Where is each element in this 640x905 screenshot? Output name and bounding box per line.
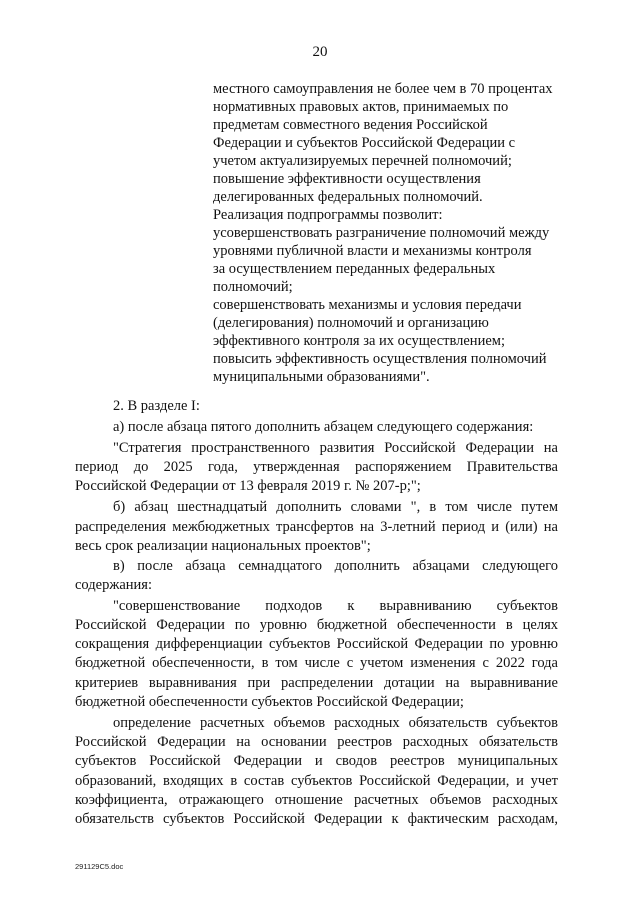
text-line: муниципальными образованиями". [213, 369, 430, 385]
text-line: совершенствовать механизмы и условия передачи [213, 297, 522, 313]
quoted-passage [213, 80, 573, 386]
page-number: 20 [312, 44, 328, 60]
paragraph-line: субъектов Российской Федерации и сводов реестров муниципальных [75, 753, 558, 769]
text-line: усовершенствовать разграничение полномочий между [213, 225, 550, 241]
text-line: Реализация подпрограммы позволит: [213, 207, 443, 223]
paragraph-line: обязательств субъектов Российской Федерации к фактическим расходам, [75, 811, 558, 827]
text-line: Федерации и субъектов Российской Федерации с [213, 135, 516, 151]
paragraph-line: содержания: [75, 577, 153, 593]
paragraph-line: "Стратегия пространственного развития Российской Федерации на [113, 440, 558, 456]
paragraph-line: Российской Федерации по уровню бюджетной обеспеченности в целях [75, 617, 558, 633]
text-line: повышение эффективности осуществления [213, 171, 481, 187]
paragraph-line: образований, входящих в состав субъектов Российской Федерации, и учет [75, 773, 558, 789]
text-line: нормативных правовых актов, принимаемых по [213, 99, 509, 115]
text-line: местного самоуправления не более чем в 70 процентах [213, 81, 553, 97]
text-line: за осуществлением переданных федеральных [213, 261, 496, 277]
text-line: (делегирования) полномочий и организацию [213, 315, 489, 331]
paragraph-line: в) после абзаца семнадцатого дополнить абзацами следующего [113, 558, 558, 574]
file-name-footer: 291129C5.doc [75, 862, 124, 871]
text-line: эффективного контроля за их осуществлением; [213, 333, 505, 349]
paragraph-line: критериев выравнивания при распределении дотации на выравнивание [75, 675, 558, 691]
paragraph-line: весь срок реализации национальных проектов"; [75, 538, 371, 554]
section-heading: 2. В разделе I: [113, 398, 200, 414]
paragraph-line: распределения межбюджетных трансфертов на 3-летний период и (или) на [75, 519, 558, 535]
text-line: учетом актуализируемых перечней полномочий; [213, 153, 512, 169]
text-line: повысить эффективность осуществления полномочий [213, 351, 547, 367]
paragraph-line: бюджетной обеспеченности, в том числе с учетом изменения с 2022 года [75, 655, 558, 671]
paragraph-line: б) абзац шестнадцатый дополнить словами ", в том числе путем [113, 499, 558, 515]
paragraph-line: Российской Федерации на основании реестров расходных обязательств [75, 734, 558, 750]
paragraph-line: период до 2025 года, утвержденная распоряжением Правительства [75, 459, 558, 475]
paragraph-line: бюджетной обеспеченности субъектов Российской Федерации; [75, 694, 464, 710]
text-line: уровнями публичной власти и механизмы контроля [213, 243, 532, 259]
paragraph-line: Российской Федерации от 13 февраля 2019 г. № 207-р;"; [75, 478, 421, 494]
paragraph-line: сокращения дифференциации субъектов Российской Федерации по уровню [75, 636, 558, 652]
text-line: полномочий; [213, 279, 293, 295]
paragraph-line: определение расчетных объемов расходных обязательств субъектов [113, 715, 558, 731]
text-line: делегированных федеральных полномочий. [213, 189, 483, 205]
paragraph-line: коэффициента, отражающего отношение расчетных объемов расходных [75, 792, 558, 808]
paragraph-line: "совершенствование подходов к выравниванию субъектов [113, 598, 558, 614]
text-line: предметам совместного ведения Российской [213, 117, 488, 133]
paragraph-line: а) после абзаца пятого дополнить абзацем следующего содержания: [113, 419, 534, 435]
